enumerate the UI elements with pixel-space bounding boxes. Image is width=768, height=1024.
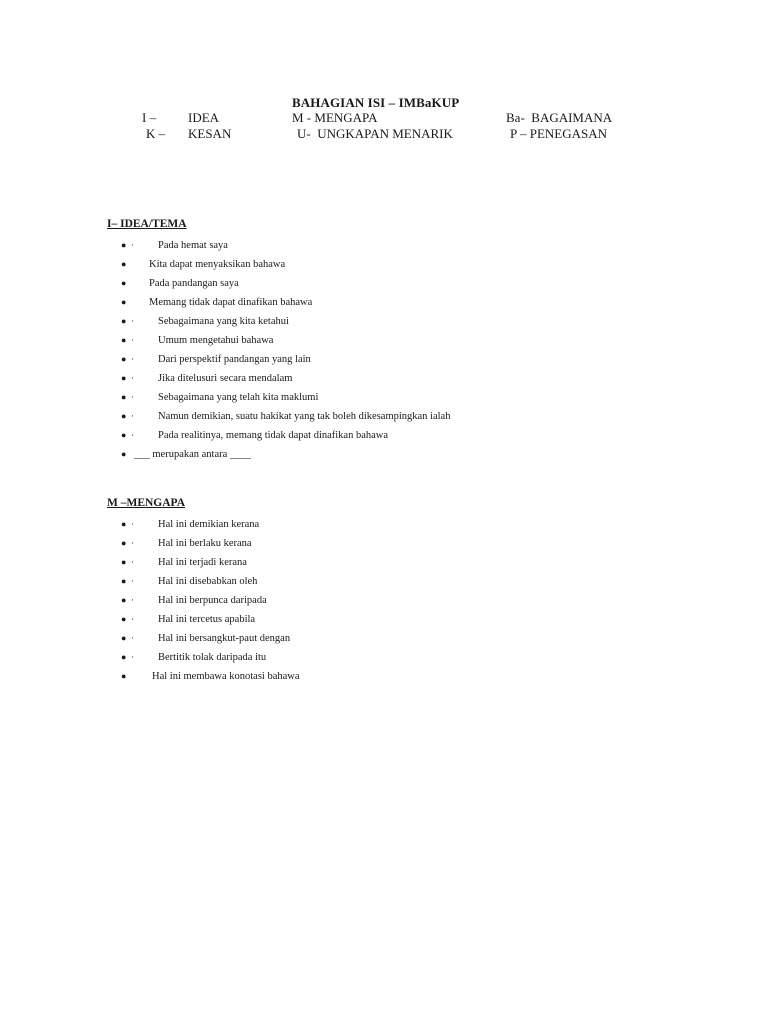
bullet-icon: ● xyxy=(121,671,127,681)
bullet-icon: ● xyxy=(121,278,127,288)
bullet-marker: · xyxy=(131,633,134,643)
bullet-icon: ● xyxy=(121,614,127,624)
legend-k-key: K – xyxy=(146,126,166,141)
list-item-text: Pada pandangan saya xyxy=(149,278,239,289)
list-item xyxy=(0,334,768,353)
bullet-marker: · xyxy=(131,411,134,421)
list-item xyxy=(0,594,768,613)
legend-i-value: IDEA xyxy=(188,110,220,125)
bullet-icon: ● xyxy=(121,633,127,643)
list-item-text: Hal ini tercetus apabila xyxy=(158,614,256,625)
bullet-icon: ● xyxy=(121,538,127,548)
legend-k-value: KESAN xyxy=(188,126,232,141)
bullet-marker: · xyxy=(131,430,134,440)
bullet-marker: · xyxy=(131,557,134,567)
list-item xyxy=(0,670,768,689)
list-item-text: Hal ini berlaku kerana xyxy=(158,538,252,549)
bullet-icon: ● xyxy=(121,335,127,345)
list-item xyxy=(0,575,768,594)
mengapa-phrase-list xyxy=(0,518,768,689)
bullet-icon: ● xyxy=(121,430,127,440)
list-item xyxy=(0,258,768,277)
list-item-text: Jika ditelusuri secara mendalam xyxy=(158,373,293,384)
legend-u: U- UNGKAPAN MENARIK xyxy=(297,126,453,141)
list-item-text: Hal ini disebabkan oleh xyxy=(158,576,258,587)
list-item xyxy=(0,613,768,632)
page-title: BAHAGIAN ISI – IMBaKUP xyxy=(292,95,460,110)
list-item xyxy=(0,448,768,467)
bullet-icon: ● xyxy=(121,411,127,421)
idea-phrase-list xyxy=(0,239,768,467)
list-item-text: Hal ini membawa konotasi bahawa xyxy=(152,671,300,682)
list-item-text: Hal ini berpunca daripada xyxy=(158,595,267,606)
bullet-icon: ● xyxy=(121,316,127,326)
list-item-text: Kita dapat menyaksikan bahawa xyxy=(149,259,286,270)
list-item-text: Hal ini demikian kerana xyxy=(158,519,260,530)
list-item-text: Umum mengetahui bahawa xyxy=(158,335,274,346)
bullet-marker: · xyxy=(131,354,134,364)
list-item-text: Dari perspektif pandangan yang lain xyxy=(158,354,311,365)
list-item-text: Bertitik tolak daripada itu xyxy=(158,652,267,663)
bullet-icon: ● xyxy=(121,449,127,459)
list-item-text: ___ merupakan antara ____ xyxy=(134,449,251,460)
legend-ba: Ba- BAGAIMANA xyxy=(506,110,613,125)
list-item xyxy=(0,296,768,315)
bullet-marker: · xyxy=(131,519,134,529)
list-item xyxy=(0,651,768,670)
legend-m: M - MENGAPA xyxy=(292,110,378,125)
list-item-text: Sebagaimana yang telah kita maklumi xyxy=(158,392,319,403)
list-item xyxy=(0,277,768,296)
bullet-marker: · xyxy=(131,335,134,345)
list-item-text: Hal ini terjadi kerana xyxy=(158,557,247,568)
legend-i-key: I – xyxy=(142,110,157,125)
bullet-marker: · xyxy=(131,576,134,586)
list-item xyxy=(0,429,768,448)
bullet-icon: ● xyxy=(121,240,127,250)
list-item xyxy=(0,239,768,258)
list-item xyxy=(0,537,768,556)
bullet-icon: ● xyxy=(121,392,127,402)
list-item-text: Pada hemat saya xyxy=(158,240,228,251)
bullet-icon: ● xyxy=(121,595,127,605)
section-heading-mengapa: M –MENGAPA xyxy=(107,497,186,509)
legend-p: P – PENEGASAN xyxy=(510,126,608,141)
bullet-icon: ● xyxy=(121,576,127,586)
list-item-text: Memang tidak dapat dinafikan bahawa xyxy=(149,297,313,308)
list-item xyxy=(0,518,768,537)
list-item-text: Hal ini bersangkut-paut dengan xyxy=(158,633,291,644)
bullet-icon: ● xyxy=(121,373,127,383)
bullet-marker: · xyxy=(131,392,134,402)
list-item xyxy=(0,632,768,651)
bullet-icon: ● xyxy=(121,297,127,307)
list-item xyxy=(0,315,768,334)
bullet-icon: ● xyxy=(121,652,127,662)
bullet-marker: · xyxy=(131,614,134,624)
bullet-icon: ● xyxy=(121,354,127,364)
bullet-marker: · xyxy=(131,240,134,250)
bullet-icon: ● xyxy=(121,259,127,269)
list-item xyxy=(0,372,768,391)
list-item xyxy=(0,391,768,410)
list-item-text: Pada realitinya, memang tidak dapat dinafikan bahawa xyxy=(158,430,389,441)
list-item-text: Sebagaimana yang kita ketahui xyxy=(158,316,289,327)
bullet-marker: · xyxy=(131,538,134,548)
list-item xyxy=(0,353,768,372)
bullet-icon: ● xyxy=(121,519,127,529)
section-heading-idea: I– IDEA/TEMA xyxy=(107,218,187,230)
list-item xyxy=(0,410,768,429)
bullet-marker: · xyxy=(131,652,134,662)
list-item xyxy=(0,556,768,575)
bullet-icon: ● xyxy=(121,557,127,567)
bullet-marker: · xyxy=(131,316,134,326)
list-item-text: Namun demikian, suatu hakikat yang tak boleh dikesampingkan ialah xyxy=(158,411,451,422)
bullet-marker: · xyxy=(131,373,134,383)
bullet-marker: · xyxy=(131,595,134,605)
